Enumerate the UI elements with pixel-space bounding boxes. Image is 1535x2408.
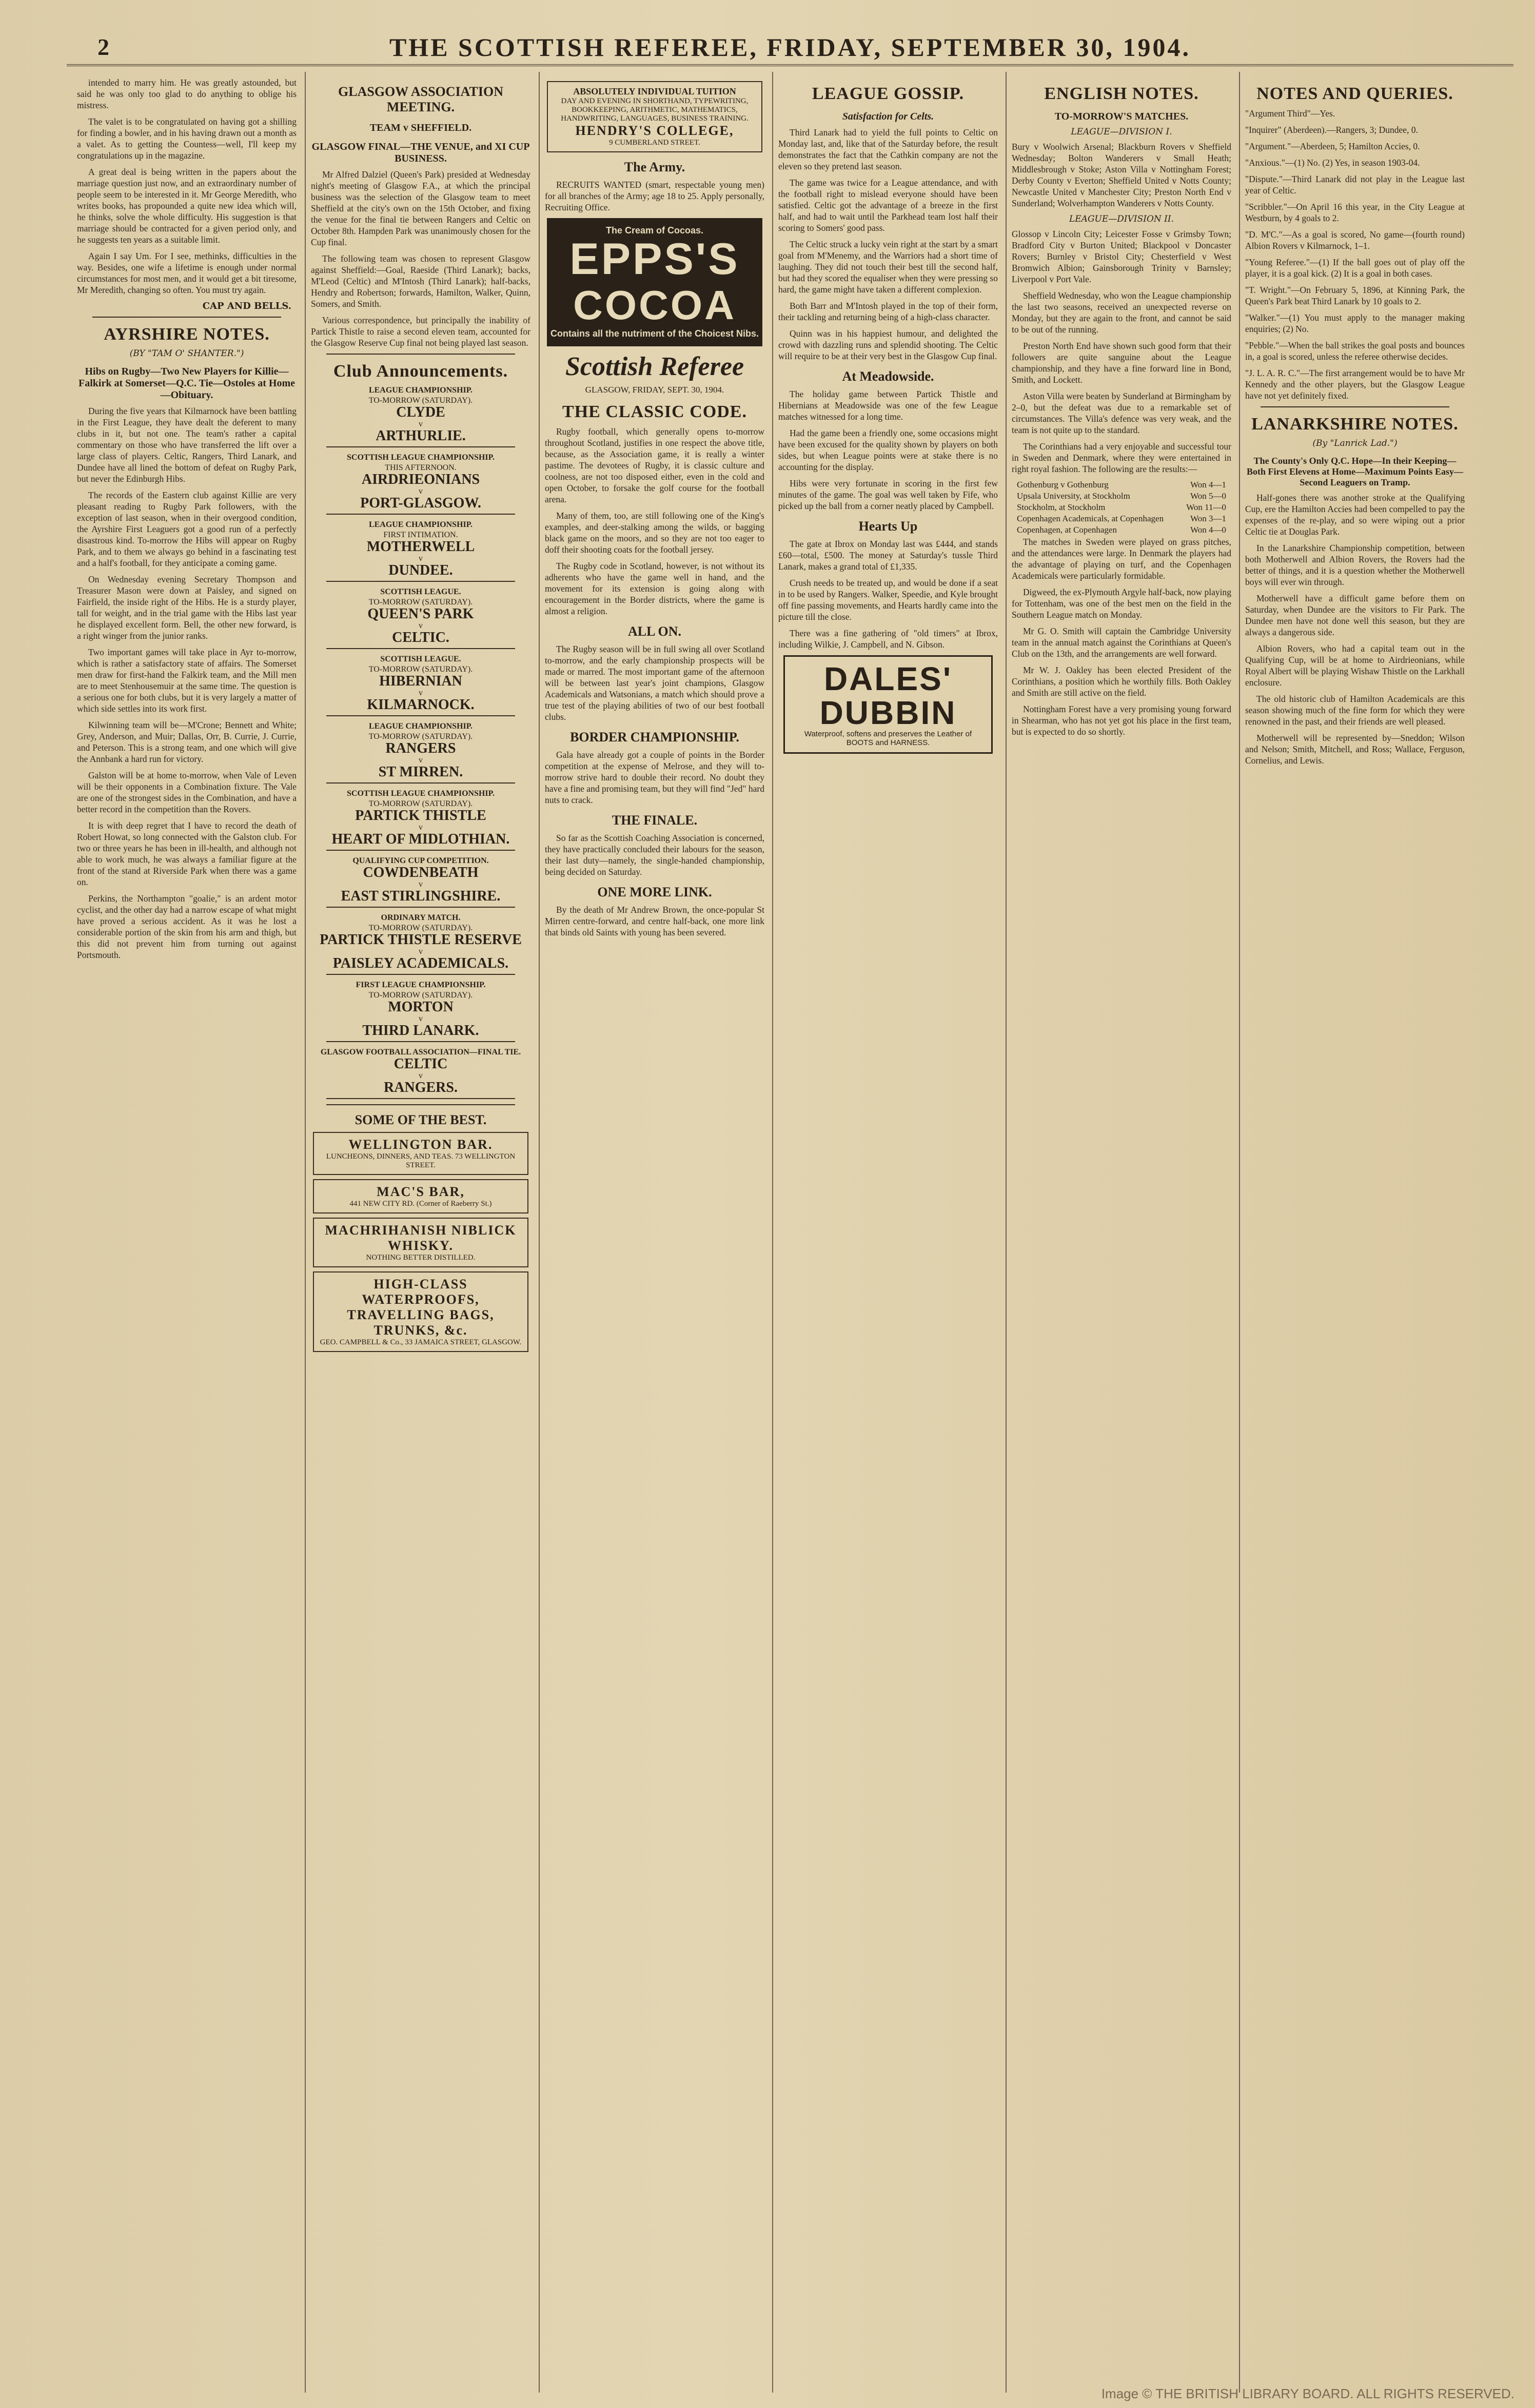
article-text: The Celtic struck a lucky vein right at the start by a smart goal from M'Menemy, and the Warriors had a short time of laughing. They did not touch their best till the second half, but had they scored the equaliser when they were pressing so hard, the game might have taken a different complexion. bbox=[778, 239, 998, 295]
club-date: FIRST INTIMATION. bbox=[383, 531, 458, 539]
club-team: HIBERNIAN bbox=[379, 673, 462, 689]
article-text: Albion Rovers, who had a capital team out in the Qualifying Cup, will be at home to Airdrieonians, while Royal Albert will be playing Wishaw Thistle on the Larkhall enclosure. bbox=[1245, 643, 1465, 688]
query-text: "Dispute."—Third Lanark did not play in the League last year of Celtic. bbox=[1245, 174, 1465, 195]
club-title: SCOTTISH LEAGUE CHAMPIONSHIP. bbox=[347, 453, 495, 462]
club-date: THIS AFTERNOON. bbox=[385, 463, 457, 472]
article-text: Digweed, the ex-Plymouth Argyle half-back, now playing for Tottenham, was one of the best men on the field in the Southern League match on Monday. bbox=[1012, 587, 1231, 620]
page-title: THE SCOTTISH REFEREE, FRIDAY, SEPTEMBER 30, 1904. bbox=[389, 33, 1191, 62]
query-text: "Scribbler."—On April 16 this year, in the City League at Westburn, by 4 goals to 2. bbox=[1245, 202, 1465, 223]
club-announcement bbox=[311, 856, 530, 902]
club-opp: ARTHURLIE. bbox=[376, 428, 466, 444]
advertisement bbox=[313, 1218, 528, 1267]
page-number: 2 bbox=[97, 34, 109, 60]
article-text: Third Lanark had to yield the full points to Celtic on Monday last, and, like that of the Saturday before, the result demonstrates the fact that the Cathkin company are not the eleven so they pretend last season. bbox=[778, 127, 998, 171]
article-text: The Corinthians had a very enjoyable and successful tour in Sweden and Denmark, where they were entertained in right royal fashion. The following are the results:— bbox=[1012, 441, 1231, 474]
club-v: v bbox=[419, 621, 423, 630]
article-text: A great deal is being written in the papers about the marriage question just now, and an extraordinary number of people seem to be interested in it. Mr George Meredith, who writes books, has propounded a quite new idea which will, he thinks, solve the whole difficulty. His suggestion is that marriage should be contracted for a given period only, and he suggests ten years as a suitable limit. bbox=[77, 167, 297, 245]
result-score: Won 5—0 bbox=[1190, 491, 1226, 501]
subheading: Satisfaction for Celts. bbox=[842, 111, 934, 122]
article-text: The old historic club of Hamilton Academicals are this season showing much of the fine form for which they were renowned in the past, and their friends are well pleased. bbox=[1245, 694, 1465, 727]
ad-name: HIGH-CLASS WATERPROOFS, TRAVELLING BAGS, TRUNKS, &c. bbox=[347, 1277, 495, 1338]
article-text: It is with deep regret that I have to record the death of Robert Howat, so long connected with the Galston club. For two or three years he has been in ill-health, and although not able to work much, he was always a familiar figure at the front of the stand at Riverside Park when there was a game on. bbox=[77, 820, 297, 887]
article-text: Perkins, the Northampton "goalie," is an ardent motor cyclist, and the other day had a narrow escape of what might have proved a serious accident. As it was he lost a considerable portion of the skin from his arm and thigh, but this did not prevent him from turning out against Portsmouth. bbox=[77, 893, 297, 960]
article-text: During the five years that Kilmarnock have been battling in the First League, they have dealt the deferent to many clubs in it, but not one. The team's rather a capital commentary on those who have transferred the lift over a large class of players. Celtic, Rangers, Third Lanark, and Dundee have all lined the bottom of defeat on Rugby Park, but never the Edinburgh Hibs. bbox=[77, 406, 297, 484]
column-4 bbox=[778, 77, 998, 2381]
club-team: RANGERS bbox=[385, 740, 456, 756]
article-text: Both Barr and M'Intosh played in the top of their form, their tackling and returning being of a high-class character. bbox=[778, 301, 998, 322]
section-heading: AYRSHIRE NOTES. bbox=[104, 325, 270, 344]
article-text: Gala have already got a couple of points in the Border competition at the expense of Melrose, and they will to-morrow strive hard to double their record. No doubt they have a fine and promising team, but they will find "Jed" hard nuts to crack. bbox=[545, 750, 764, 805]
divider bbox=[326, 514, 515, 515]
ad-text: Waterproof, softens and preserves the Leather of BOOTS and HARNESS. bbox=[804, 730, 972, 747]
article-text: Kilwinning team will be—M'Crone; Bennett and White; Grey, Anderson, and Muir; Dallas, Orr, B. Currie, J. Currie, and Peterson. This is a strong team, and one which will give the Annbank a hard run for victory. bbox=[77, 720, 297, 764]
article-text: Galston will be at home to-morrow, when Vale of Leven will be their opponents in a Combination fixture. The Vale are one of the strongest sides in the Combination, and have a better record in the competition than the Rovers. bbox=[77, 770, 297, 814]
ad-text: DAY AND EVENING IN SHORTHAND, TYPEWRITING, BOOKKEEPING, ARITHMETIC, MATHEMATICS, HANDWRITING, LANGUAGES, BUSINESS TRAINING. bbox=[561, 97, 749, 123]
article-text: Sheffield Wednesday, who won the League championship the last two seasons, received an unexpected reverse on Monday, but they are again to the front, and cannot be said to be out of the running. bbox=[1012, 290, 1231, 335]
club-opp: RANGERS. bbox=[384, 1080, 458, 1095]
article-text: The Rugby season will be in full swing all over Scotland to-morrow, and the early championship prospects will be made or marred. The most important game of the afternoon will be between last year's joint champions, Glasgow Academicals and Watsonians, a match which should prove a true test of the playing abilities of two of our best football clubs. bbox=[545, 644, 764, 722]
section-heading: The Army. bbox=[624, 160, 685, 174]
column-rule bbox=[1006, 72, 1007, 2393]
club-team: CELTIC bbox=[393, 1056, 448, 1072]
club-title: ORDINARY MATCH. bbox=[381, 913, 461, 922]
article-text: RECRUITS WANTED (smart, respectable young men) for all branches of the Army; age 18 to 25. Apply personally, Recruiting Office. bbox=[545, 180, 764, 212]
column-rule bbox=[1239, 72, 1240, 2393]
ad-detail: 441 NEW CITY RD. (Corner of Raeberry St.) bbox=[349, 1200, 492, 1208]
article-text: The following team was chosen to represent Glasgow against Sheffield:—Goal, Raeside (Third Lanark); backs, M'Leod (Celtic) and M'Intosh (Third Lanark); half-backs, Hendry and Robertson; forwards, Hamilton, Walker, Quinn, Somers, and Smith. bbox=[311, 253, 530, 309]
club-opp: ST MIRREN. bbox=[378, 764, 463, 780]
column-rule bbox=[772, 72, 773, 2393]
signature: CAP AND BELLS. bbox=[202, 301, 291, 311]
divider bbox=[326, 715, 515, 716]
result-row bbox=[1017, 491, 1226, 501]
query-text: "Anxious."—(1) No. (2) Yes, in season 1903-04. bbox=[1245, 158, 1420, 168]
club-announcements bbox=[311, 385, 530, 1099]
club-team: PARTICK THISTLE bbox=[355, 808, 486, 824]
club-opp: PORT-GLASGOW. bbox=[360, 495, 481, 511]
section-heading: THE FINALE. bbox=[612, 813, 698, 828]
club-announcement bbox=[311, 913, 530, 969]
dales-dubbin-ad bbox=[783, 655, 993, 754]
club-date: TO-MORROW (SATURDAY). bbox=[368, 924, 473, 932]
club-date: TO-MORROW (SATURDAY). bbox=[368, 598, 473, 606]
section-heading: THE CLASSIC CODE. bbox=[562, 402, 747, 421]
club-team: CLYDE bbox=[396, 404, 445, 420]
article-text: Various correspondence, but principally the inability of Partick Thistle to raise a second eleven team, accounted for the Glasgow Reserve Cup final not being played last season. bbox=[311, 315, 530, 348]
article-text: Preston North End have shown such good form that their followers are quite sanguine about the League championship, and they have a fine forward line in Bond, Smith, and Lockett. bbox=[1012, 341, 1231, 385]
ad-tagline: The Cream of Cocoas. bbox=[605, 225, 704, 236]
club-v: v bbox=[419, 554, 423, 563]
query-text: "Inquirer" (Aberdeen).—Rangers, 3; Dundee, 0. bbox=[1245, 125, 1418, 135]
masthead-title: Scottish Referee bbox=[565, 352, 744, 381]
section-heading: At Meadowside. bbox=[842, 369, 934, 384]
section-heading: Club Announcements. bbox=[333, 362, 508, 381]
club-title: SCOTTISH LEAGUE. bbox=[380, 655, 461, 663]
club-title: FIRST LEAGUE CHAMPIONSHIP. bbox=[356, 981, 486, 989]
ad-brand: DALES' DUBBIN bbox=[819, 660, 957, 731]
club-opp: KILMARNOCK. bbox=[367, 697, 475, 713]
page-header bbox=[67, 28, 1513, 66]
club-announcement bbox=[311, 1047, 530, 1093]
club-v: v bbox=[419, 947, 423, 956]
divider bbox=[326, 648, 515, 649]
subheading: TEAM v SHEFFIELD. bbox=[369, 122, 472, 133]
divider bbox=[326, 446, 515, 447]
advertisement bbox=[313, 1271, 528, 1352]
club-title: SCOTTISH LEAGUE CHAMPIONSHIP. bbox=[347, 789, 495, 798]
subheading: The County's Only Q.C. Hope—In their Keeping—Both First Elevens at Home—Maximum Points Easy—Second Leaguers on Tramp. bbox=[1247, 456, 1463, 487]
article-text: The valet is to be congratulated on having got a shilling for finding a bowler, and in his having drawn out a month as a valet. As to getting the Countess—well, I'll keep my congratulations up in the magazine. bbox=[77, 116, 297, 161]
divider bbox=[326, 974, 515, 975]
column-2 bbox=[311, 77, 530, 2381]
club-v: v bbox=[419, 487, 423, 496]
article-text: Motherwell will be represented by—Sneddon; Wilson and Nelson; Smith, Mitchell, and Ross; Wallace, Ferguson, Cornelius, and Lewis. bbox=[1245, 733, 1465, 766]
result-opponent: Stockholm, at Stockholm bbox=[1017, 502, 1106, 512]
result-opponent: Copenhagen, at Copenhagen bbox=[1017, 525, 1117, 535]
section-heading: ENGLISH NOTES. bbox=[1044, 84, 1199, 103]
club-announcement bbox=[311, 587, 530, 643]
article-text: The matches in Sweden were played on grass pitches, and the attendances were large. In Denmark the players had the advantage of playing on turf, and the Copenhagen Academicals were particularly formidable. bbox=[1012, 537, 1231, 581]
column-3 bbox=[545, 77, 764, 2381]
tour-results bbox=[1012, 480, 1231, 535]
club-date: TO-MORROW (SATURDAY). bbox=[368, 799, 473, 808]
article-text: Again I say Um. For I see, methinks, difficulties in the way. Besides, one wife a lifetime is enough under normal circumstances for most men, and it would get a bit tiresome, Mr Meredith, changing so often. You must try again. bbox=[77, 251, 297, 295]
query-text: "Argument Third"—Yes. bbox=[1245, 108, 1335, 119]
divider bbox=[92, 317, 281, 318]
club-date: TO-MORROW (SATURDAY). bbox=[368, 396, 473, 405]
result-opponent: Upsala University, at Stockholm bbox=[1017, 491, 1130, 501]
divider bbox=[326, 1041, 515, 1042]
result-row bbox=[1017, 525, 1226, 535]
divider bbox=[326, 581, 515, 582]
club-v: v bbox=[419, 689, 423, 697]
query-text: "Pebble."—When the ball strikes the goal posts and bounces in, a goal is scored, unless the referee otherwise decides. bbox=[1245, 340, 1465, 362]
club-title: LEAGUE CHAMPIONSHIP. bbox=[368, 722, 473, 731]
divider bbox=[326, 850, 515, 851]
ad-text: Contains all the nutriment of the Choicest Nibs. bbox=[550, 328, 759, 339]
article-text: Mr Alfred Dalziel (Queen's Park) presided at Wednesday night's meeting of Glasgow F.A., at which the principal business was the selection of the Glasgow team to meet Sheffield at the city's own on the 15th October, and fixing the venue for the final tie between Rangers and Celtic on October 8th. Hampden Park was unanimously chosen for the Cup final. bbox=[311, 169, 530, 247]
subheading: GLASGOW FINAL—THE VENUE, and XI CUP BUSINESS. bbox=[311, 141, 530, 164]
article-text: There was a fine gathering of "old timers" at Ibrox, including Wilkie, J. Campbell, and N. Gibson. bbox=[778, 628, 998, 650]
ad-name: HENDRY'S COLLEGE, bbox=[575, 123, 734, 138]
dateline: GLASGOW, FRIDAY, SEPT. 30, 1904. bbox=[585, 385, 724, 395]
section-heading: ALL ON. bbox=[627, 624, 682, 639]
article-text: Many of them, too, are still following one of the King's examples, and deer-stalking among the wilds, or bagging black game on the moors, and so they are not too eager to doff their shooting coats for the football jersey. bbox=[545, 511, 764, 555]
club-announcement bbox=[311, 385, 530, 444]
masthead bbox=[545, 351, 764, 395]
section-heading: Hearts Up bbox=[858, 519, 918, 534]
section-heading: LANARKSHIRE NOTES. bbox=[1251, 415, 1459, 434]
subheading: Hibs on Rugby—Two New Players for Killie—Falkirk at Somerset—Q.C. Tie—Ostoles at Home—Obituary. bbox=[78, 366, 295, 401]
club-v: v bbox=[419, 420, 423, 428]
result-score: Won 4—1 bbox=[1190, 480, 1226, 490]
query-text: "Young Referee."—(1) If the ball goes out of play off the player, it is a goal kick. (2) It is a goal in both cases. bbox=[1245, 257, 1465, 279]
ad-product: COCOA bbox=[573, 282, 736, 328]
column-rule bbox=[539, 72, 540, 2393]
column-6 bbox=[1245, 77, 1465, 2381]
club-announcement bbox=[311, 980, 530, 1039]
subheading: LEAGUE—DIVISION II. bbox=[1069, 214, 1174, 224]
club-announcement bbox=[311, 520, 530, 576]
section-heading: SOME OF THE BEST. bbox=[355, 1112, 487, 1127]
club-title: GLASGOW FOOTBALL ASSOCIATION—FINAL TIE. bbox=[320, 1048, 521, 1056]
ad-title: ABSOLUTELY INDIVIDUAL TUITION bbox=[573, 86, 736, 96]
club-title: LEAGUE CHAMPIONSHIP. bbox=[368, 520, 473, 529]
article-text: Half-gones there was another stroke at the Qualifying Cup, ere the Hamilton Accies had been compelled to pay the expenses of the re-play, and so were wiping out a prior Celtic tie at Douglas Park. bbox=[1245, 493, 1465, 537]
result-score: Won 3—1 bbox=[1190, 514, 1226, 523]
advertisements bbox=[311, 1132, 530, 1352]
club-opp: CELTIC. bbox=[392, 630, 449, 645]
article-text: Mr G. O. Smith will captain the Cambridge University team in the annual match against the Corinthians at Queen's Club on the 13th, and the arrangements are well forward. bbox=[1012, 626, 1231, 659]
article-text: Nottingham Forest have a very promising young forward in Shearman, who has not yet got his place in the first team, but is expected to do so shortly. bbox=[1012, 704, 1231, 737]
column-5 bbox=[1012, 77, 1231, 2381]
query-text: "Walker."—(1) You must apply to the manager making enquiries; (2) No. bbox=[1245, 312, 1465, 334]
query-text: "J. L. A. R. C."—The first arrangement would be to have Mr Kennedy and the other players, but the Glasgow League have not yet definitely fixed. bbox=[1245, 368, 1465, 401]
club-date: TO-MORROW (SATURDAY). bbox=[368, 991, 473, 1000]
epps-cocoa-ad bbox=[547, 218, 762, 346]
club-announcement bbox=[311, 721, 530, 780]
byline: (BY "TAM O' SHANTER.") bbox=[129, 348, 244, 359]
divider bbox=[326, 1104, 515, 1105]
article-text: The game was twice for a League attendance, and with the football right to mislead everyone should have been satisfied. Celtic got the advantage of a breeze in the first half, and had to wait until the Parkhead team lost half their scoring to Somers' good pass. bbox=[778, 178, 998, 233]
club-announcement bbox=[311, 654, 530, 713]
club-date: TO-MORROW (SATURDAY). bbox=[368, 665, 473, 674]
article-text: Crush needs to be treated up, and would be done if a seat in to be used by Rangers. Walker, Speedie, and Kyle brought off fine passing movements, and Hearts hardly came into the picture till the close. bbox=[778, 578, 998, 622]
ad-name: WELLINGTON BAR. bbox=[348, 1137, 493, 1152]
byline: (By "Lanrick Lad.") bbox=[1312, 438, 1398, 448]
result-score: Won 11—0 bbox=[1186, 502, 1226, 512]
article-text: By the death of Mr Andrew Brown, the once-popular St Mirren centre-forward, and centre half-back, one more link that binds old Saints with young has been severed. bbox=[545, 905, 764, 937]
article-text: The records of the Eastern club against Killie are very pleasant reading to Rugby Park followers, with the exception of last season, when in their overgood condition, the Ayrshire First Leaguers got a good run of a perfectly disastrous kind. To-morrow the Hibs will appear on Rugby Park, and to them we always go behind in a fascinating test and a half's football, for they anticipate a coming game. bbox=[77, 490, 297, 568]
club-team: QUEEN'S PARK bbox=[367, 606, 474, 622]
club-opp: EAST STIRLINGSHIRE. bbox=[341, 888, 501, 904]
club-title: QUALIFYING CUP COMPETITION. bbox=[352, 856, 489, 865]
fixtures-list: Bury v Woolwich Arsenal; Blackburn Rovers v Sheffield Wednesday; Bolton Wanderers v Small Heath; Middlesbrough v Stoke; Aston Villa v Nottingham Forest; Derby County v Everton; Sheffield United v Notts County; Newcastle United v Manchester City; Preston North End v Sunderland; Wolverhampton Wanderers v Notts County. bbox=[1012, 142, 1231, 208]
column-rule bbox=[305, 72, 306, 2393]
club-opp: HEART OF MIDLOTHIAN. bbox=[331, 831, 510, 847]
article-text: Mr W. J. Oakley has been elected President of the Corinthians, a position which he worthily fills. Both Oakley and Smith are still active on the field. bbox=[1012, 665, 1231, 698]
article-text: intended to marry him. He was greatly astounded, but said he was only too glad to do anything to oblige his mistress. bbox=[77, 77, 297, 110]
fixtures-list: Glossop v Lincoln City; Leicester Fosse v Grimsby Town; Bradford City v Burton United; Blackpool v Doncaster Rovers; Burnley v Bristol City; Chesterfield v West Bromwich Albion; Gainsborough Trinity v Barnsley; Liverpool v Port Vale. bbox=[1012, 229, 1231, 284]
copyright-credit: Image © THE BRITISH LIBRARY BOARD. ALL RIGHTS RESERVED. bbox=[1101, 2386, 1514, 2401]
subheading: LEAGUE—DIVISION I. bbox=[1071, 127, 1172, 137]
divider bbox=[1261, 406, 1449, 407]
club-v: v bbox=[419, 880, 423, 889]
club-team: PARTICK THISTLE RESERVE bbox=[320, 932, 522, 948]
club-v: v bbox=[419, 1014, 423, 1023]
ad-detail: GEO. CAMPBELL & Co., 33 JAMAICA STREET, GLASGOW. bbox=[320, 1338, 522, 1346]
article-text: Aston Villa were beaten by Sunderland at Birmingham by 2–0, but the defeat was due to a remarkable set of circumstances. The Villa's defence was very weak, and the team is not quite up to the standard. bbox=[1012, 391, 1231, 435]
ad-name: MAC'S BAR, bbox=[377, 1184, 465, 1199]
article-text: Rugby football, which generally opens to-morrow throughout Scotland, justifies in one respect the above title, because, as the Association game, it is really a winter pastime. The devotees of Rugby, it is classic culture and coolness, are not too disposed either, even in the cold and open October, to forsake the golf course for the football arena. bbox=[545, 426, 764, 504]
ad-address: 9 CUMBERLAND STREET. bbox=[609, 139, 700, 147]
article-text: On Wednesday evening Secretary Thompson and Treasurer Mason were down at Paisley, and signed on Fairfield, the inside right of the Hibs. He is a sturdy player, tall for weight, and in the trial game with the Hibs last year he displayed excellent form. Bell, the other new forward, is a right winger from the junior ranks. bbox=[77, 574, 297, 641]
article-text: Motherwell have a difficult game before them on Saturday, when Dundee are the visitors to Fir Park. The Dundee men have not done well this season, but they are always a dangerous side. bbox=[1245, 593, 1465, 637]
column-1 bbox=[77, 77, 297, 2381]
result-row bbox=[1017, 514, 1226, 524]
divider bbox=[326, 354, 515, 355]
club-v: v bbox=[419, 1071, 423, 1080]
result-opponent: Copenhagen Academicals, at Copenhagen bbox=[1017, 514, 1164, 523]
section-heading: ONE MORE LINK. bbox=[597, 885, 712, 899]
article-text: Two important games will take place in Ayr to-morrow, which is rather a satisfactory state of affairs. The Somerset men draw for first-hand the Falkirk team, and the Mill men are to meet Stenhousemuir at the same time. The question is a serious one for both clubs, but it is very largely a matter of which side settles into its work first. bbox=[77, 647, 297, 714]
article-text: Had the game been a friendly one, some occasions might have been excused for the quality shown by players on both sides, but when League points were at stake there is no accounting for the display. bbox=[778, 428, 998, 472]
club-title: LEAGUE CHAMPIONSHIP. bbox=[368, 386, 473, 395]
article-text: In the Lanarkshire Championship competition, between both Motherwell and Albion Rovers, the Rovers had the better of things, and it is a question whether the Motherwell boys will ever win through. bbox=[1245, 543, 1465, 587]
club-date: TO-MORROW (SATURDAY). bbox=[368, 732, 473, 741]
result-score: Won 4—0 bbox=[1190, 525, 1226, 535]
club-v: v bbox=[419, 756, 423, 765]
article-text: The holiday game between Partick Thistle and Hibernians at Meadowside was one of the few League matches witnessed for a long time. bbox=[778, 389, 998, 422]
query-text: "T. Wright."—On February 5, 1896, at Kinning Park, the Queen's Park beat Third Lanark by 10 goals to 2. bbox=[1245, 285, 1465, 306]
result-row bbox=[1017, 480, 1226, 490]
divider bbox=[326, 1098, 515, 1099]
club-opp: DUNDEE. bbox=[388, 562, 453, 578]
divider bbox=[326, 782, 515, 784]
query-text: "D. M'C."—As a goal is scored, No game—(fourth round) Albion Rovers v Kilmarnock, 1–1. bbox=[1245, 229, 1465, 251]
club-team: MORTON bbox=[388, 999, 454, 1015]
result-row bbox=[1017, 502, 1226, 513]
section-heading: GLASGOW ASSOCIATION MEETING. bbox=[338, 84, 503, 114]
section-heading: LEAGUE GOSSIP. bbox=[812, 84, 965, 103]
club-opp: PAISLEY ACADEMICALS. bbox=[332, 955, 509, 971]
ad-name: MACHRIHANISH NIBLICK WHISKY. bbox=[325, 1223, 517, 1253]
club-opp: THIRD LANARK. bbox=[362, 1023, 479, 1039]
advertisement bbox=[313, 1179, 528, 1213]
subheading: TO-MORROW'S MATCHES. bbox=[1054, 111, 1189, 122]
article-text: So far as the Scottish Coaching Association is concerned, they have practically concluded their labours for the season, their last duty—namely, the single-handed championship, being decided on Saturday. bbox=[545, 833, 764, 877]
club-v: v bbox=[419, 823, 423, 832]
article-text: Quinn was in his happiest humour, and delighted the crowd with dazzling runs and splendid shooting. The Celtic will require to be at their very best in the Glasgow Cup final. bbox=[778, 328, 998, 361]
section-heading: BORDER CHAMPIONSHIP. bbox=[570, 730, 739, 745]
ad-brand: EPPS'S bbox=[569, 234, 740, 284]
club-team: MOTHERWELL bbox=[366, 539, 475, 555]
college-ad bbox=[547, 81, 762, 152]
ad-detail: LUNCHEONS, DINNERS, AND TEAS. 73 WELLINGTON STREET. bbox=[326, 1152, 516, 1169]
club-team: AIRDRIEONIANS bbox=[361, 472, 480, 487]
club-team: COWDENBEATH bbox=[363, 865, 479, 880]
ad-detail: NOTHING BETTER DISTILLED. bbox=[366, 1254, 476, 1262]
article-text: The gate at Ibrox on Monday last was £444, and stands £60—total, £500. The money at Saturday's tussle Third Lanark, makes a grand total of £1,335. bbox=[778, 539, 998, 572]
divider bbox=[326, 907, 515, 908]
club-announcement bbox=[311, 453, 530, 511]
article-text: Hibs were very fortunate in scoring in the first few minutes of the game. The goal was well taken by Fife, who picked up the ball from a corner neatly placed by Campbell. bbox=[778, 478, 998, 511]
query-text: "Argument."—Aberdeen, 5; Hamilton Accies, 0. bbox=[1245, 141, 1420, 151]
article-text: The Rugby code in Scotland, however, is not without its adherents who have the game well in hand, and the movement for its extension is going along with encouragement in the Border districts, where the game is almost a religion. bbox=[545, 561, 764, 616]
result-opponent: Gothenburg v Gothenburg bbox=[1017, 480, 1109, 490]
club-announcement bbox=[311, 789, 530, 845]
section-heading: NOTES AND QUERIES. bbox=[1256, 84, 1453, 103]
club-title: SCOTTISH LEAGUE. bbox=[380, 588, 461, 596]
advertisement bbox=[313, 1132, 528, 1175]
